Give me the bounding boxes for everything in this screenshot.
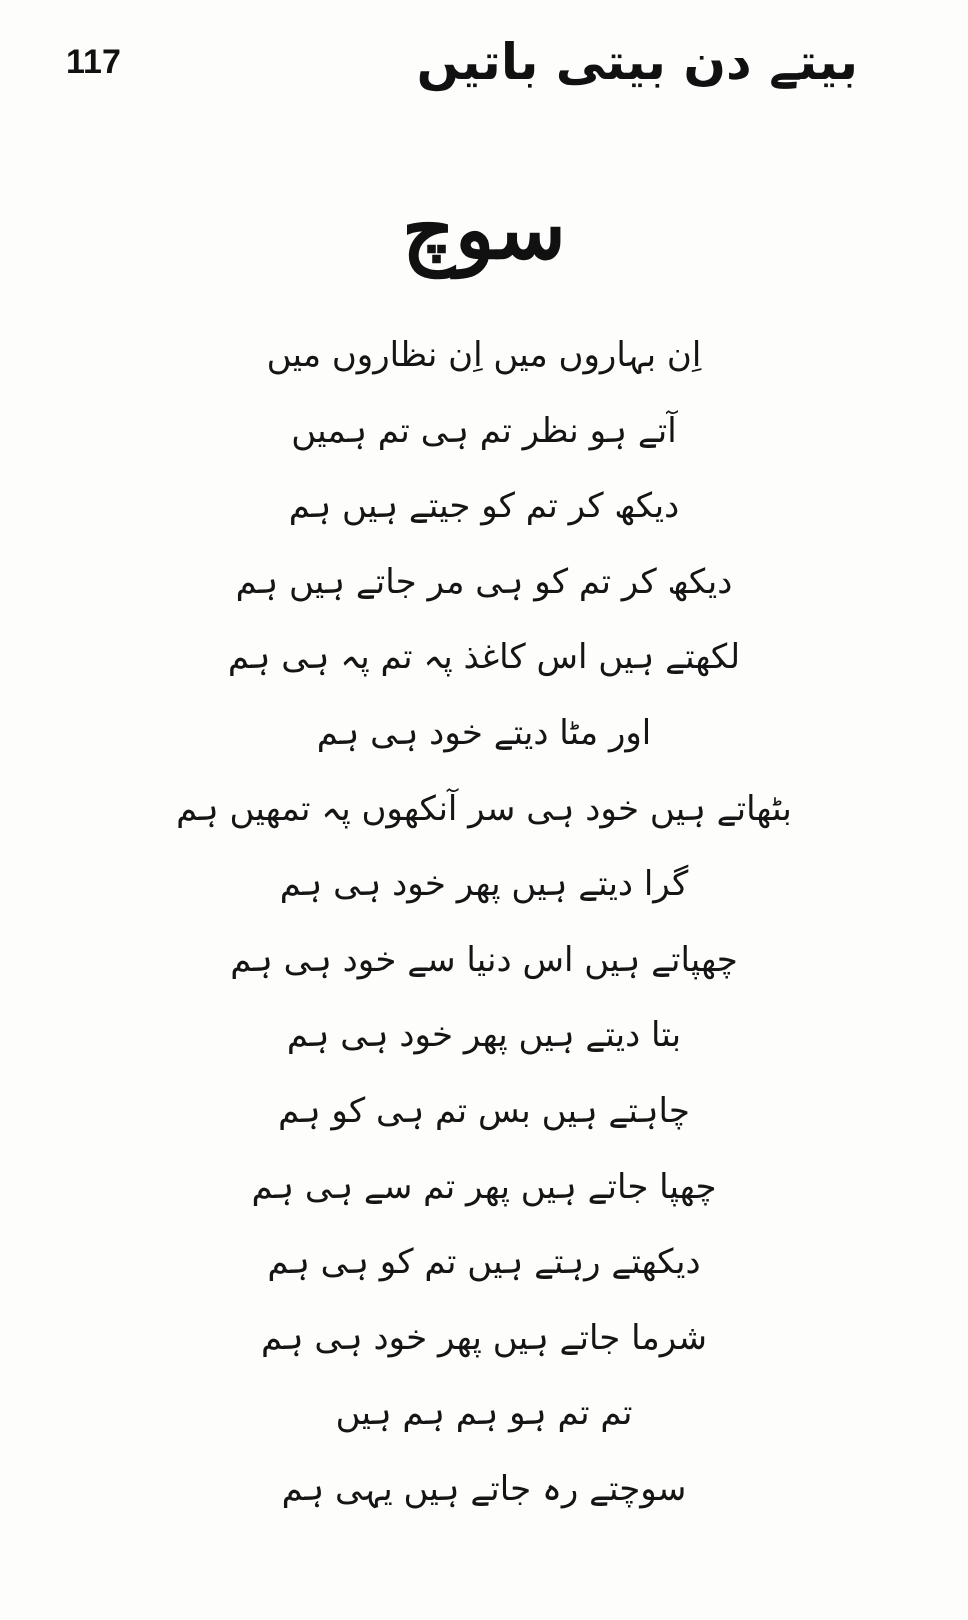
poem-line: چاہتے ہیں بس تم ہی کو ہم (278, 1090, 690, 1131)
poem-line: چھپا جاتے ہیں پھر تم سے ہی ہم (251, 1166, 717, 1207)
poem-line: اور مٹا دیتے خود ہی ہم (316, 712, 652, 753)
poem-title: سوچ (402, 182, 566, 278)
poem-line: آتے ہو نظر تم ہی تم ہمیں (291, 410, 677, 451)
poem-line: بتا دیتے ہیں پھر خود ہی ہم (286, 1015, 682, 1056)
page-number: 117 (66, 43, 121, 81)
poem-line: چھپاتے ہیں اس دنیا سے خود ہی ہم (230, 939, 738, 980)
poem-line: دیکھ کر تم کو جیتے ہیں ہم (288, 486, 680, 527)
poem-line: گرا دیتے ہیں پھر خود ہی ہم (279, 864, 689, 905)
poem-line: دیکھتے رہتے ہیں تم کو ہی ہم (267, 1242, 701, 1283)
running-title: بیتے دن بیتی باتیں (416, 33, 858, 91)
poem-line: بٹھاتے ہیں خود ہی سر آنکھوں پہ تمھیں ہم (176, 788, 792, 829)
poem-line: اِن بہاروں میں اِن نظاروں میں (266, 335, 702, 375)
poem-line: شرما جاتے ہیں پھر خود ہی ہم (261, 1317, 707, 1358)
poem-line: لکھتے ہیں اس کاغذ پہ تم پہ ہی ہم (227, 637, 741, 678)
poem-line: سوچتے رہ جاتے ہیں یہی ہم (281, 1468, 687, 1509)
poem-line: دیکھ کر تم کو ہی مر جاتے ہیں ہم (235, 561, 733, 602)
poem-line: تم تم ہو ہم ہم ہیں (335, 1393, 633, 1434)
poem-lines (0, 318, 968, 1528)
